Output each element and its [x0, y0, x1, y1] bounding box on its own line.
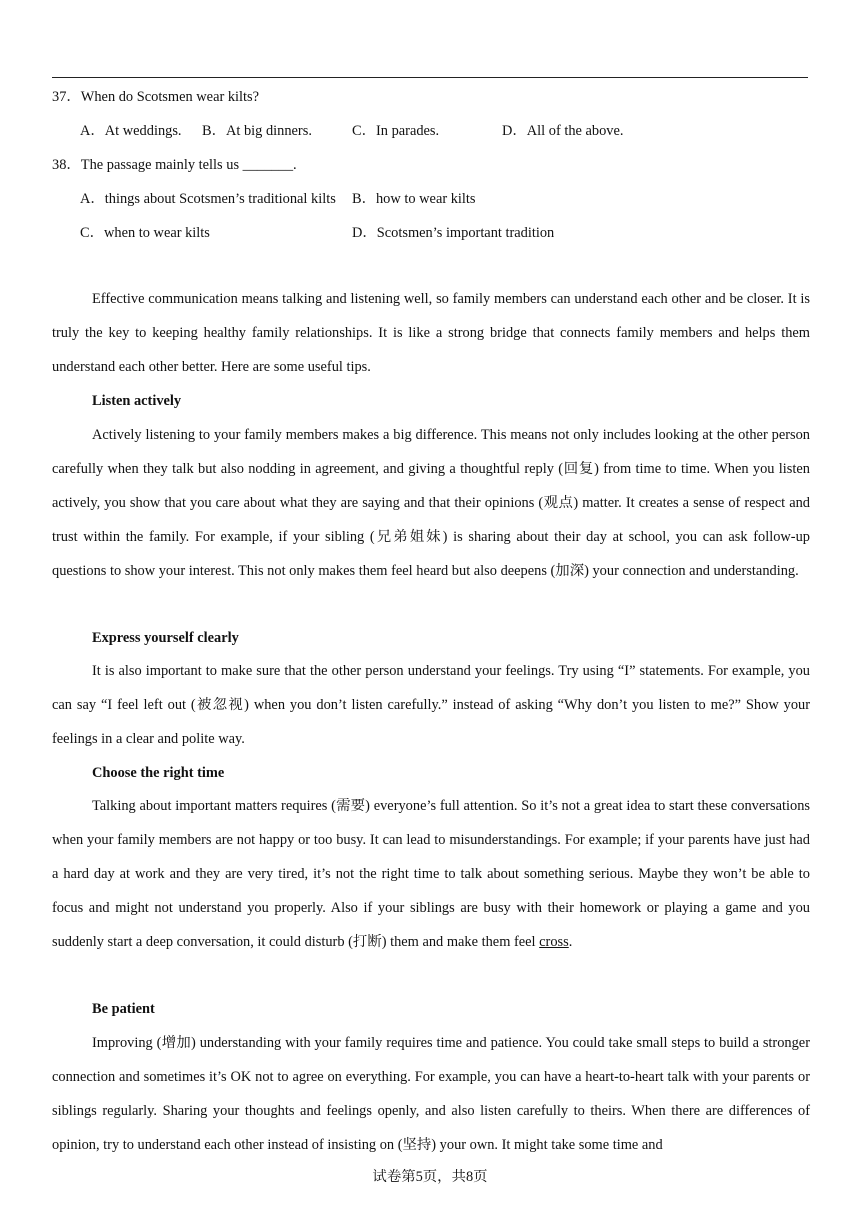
- question-37-option-a: A．At weddings.: [80, 123, 182, 139]
- page-footer: 试卷第5页，共8页: [372, 1169, 488, 1185]
- section-body-be-patient: [52, 1026, 810, 1162]
- question-38-option-d: D．Scotsmen’s important tradition: [352, 225, 555, 241]
- section-body-text: Improving (增加) understanding with your family requires time and patience. You could take small steps to build a stronger connection and sometimes it’s OK not to agree on everything. For example, you can have a heart-to-heart talk with your parents or siblings regularly. Sharing your thoughts and feelings openly, and also listen carefully to theirs. When there are differences of opinion, try to understand each other instead of insisting on (坚持) your own. It might take some time and: [52, 1035, 810, 1153]
- section-body-express-clearly: [52, 654, 810, 756]
- question-37-stem: 37．When do Scotsmen wear kilts?: [52, 89, 260, 105]
- question-38-option-b: B．how to wear kilts: [352, 191, 476, 207]
- underlined-word-cross: cross: [539, 934, 569, 950]
- section-heading-be-patient: Be patient: [92, 1001, 155, 1017]
- question-38-stem: 38．The passage mainly tells us _______.: [52, 157, 297, 173]
- section-body-text: It is also important to make sure that the other person understand your feelings. Try using “I” statements. For example, you can say “I feel left out (被忽视) when you don’t listen carefully.” instead of asking “Why don’t you listen to me?” Show your feelings in a clear and polite way.: [52, 663, 810, 747]
- section-body-listen-actively: [52, 418, 810, 588]
- header-rule: [52, 77, 808, 78]
- passage-intro: [52, 282, 810, 384]
- question-38-option-c: C．when to wear kilts: [80, 225, 210, 241]
- question-37-option-d: D．All of the above.: [502, 123, 624, 139]
- question-38-option-a: A．things about Scotsmen’s traditional kilts: [80, 191, 336, 207]
- question-37-option-b: B．At big dinners.: [202, 123, 312, 139]
- section-body-text: Actively listening to your family members makes a big difference. This means not only includes looking at the other person carefully when they talk but also nodding in agreement, and giving a thoughtful reply (回复) from time to time. When you listen actively, you show that you care about what they are saying and that their opinions (观点) matter. It creates a sense of respect and trust within the family. For example, if your sibling (兄弟姐妹) is sharing about their day at school, you can ask follow-up questions to show your interest. This not only makes them feel heard but also deepens (加深) your connection and understanding.: [52, 427, 810, 579]
- section-heading-right-time: Choose the right time: [92, 765, 225, 781]
- section-body-right-time: [52, 789, 810, 959]
- sentence-end: .: [568, 934, 573, 950]
- question-37-option-c: C．In parades.: [352, 123, 440, 139]
- section-heading-express-clearly: Express yourself clearly: [92, 630, 239, 646]
- passage-intro-text: Effective communication means talking and listening well, so family members can understand each other and be closer. It is truly the key to keeping healthy family relationships. It is like a strong bridge that connects family members and helps them understand each other better. Here are some useful tips.: [52, 291, 810, 375]
- section-heading-listen-actively: Listen actively: [92, 393, 182, 409]
- section-body-text: Talking about important matters requires (需要) everyone’s full attention. So it’s not a great idea to start these conversations when your family members are not happy or too busy. It can lead to misunderstandings. For example; if your parents have just had a hard day at work and they are very tired, it’s not the right time to talk about something serious. Maybe they won’t be able to focus and might not understand you properly. Also if your siblings are busy with their homework or playing a game and you suddenly start a deep conversation, it could disturb (打断) them and make them feel: [52, 798, 810, 950]
